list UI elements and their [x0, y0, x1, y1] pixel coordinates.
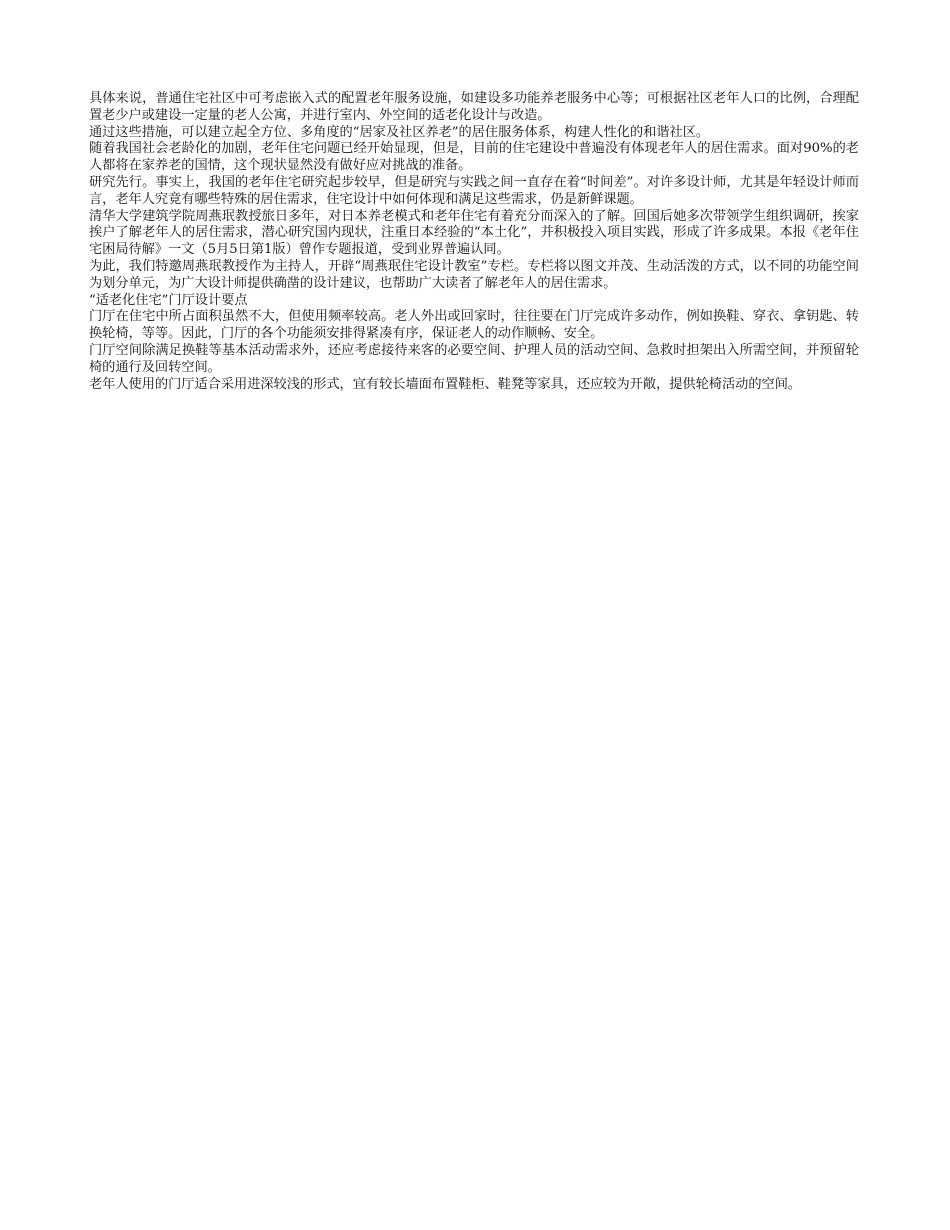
paragraph-column-intro: 为此，我们特邀周燕珉教授作为主持人，开辟“周燕珉住宅设计教室”专栏。专栏将以图文并茂、生动活泼的方式，以不同的功能空间为划分单元，为广大设计师提供确凿的设计建议，也帮助广大读者了解老年人的居住需求。 — [89, 258, 859, 291]
paragraph-foyer-form: 老年人使用的门厅适合采用进深较浅的形式，宜有较长墙面布置鞋柜、鞋凳等家具，还应较为开敞，提供轮椅活动的空间。 — [89, 376, 802, 392]
article-body — [89, 91, 859, 393]
paragraph-foyer-usage: 门厅在住宅中所占面积虽然不大，但使用频率较高。老人外出或回家时，往往要在门厅完成许多动作，例如换鞋、穿衣、拿钥匙、转换轮椅，等等。因此，门厅的各个功能须安排得紧凑有序，保证老人的动作顺畅、安全。 — [89, 309, 859, 342]
section-heading: “适老化住宅”门厅设计要点 — [89, 292, 248, 308]
paragraph-research-first: 研究先行。事实上，我国的老年住宅研究起步较早，但是研究与实践之间一直存在着“时间差”。对许多设计师，尤其是年轻设计师而言，老年人究竟有哪些特殊的居住需求，住宅设计中如何体现和满足这些需求，仍是新鲜课题。 — [89, 174, 859, 207]
paragraph-community-facilities: 具体来说，普通住宅社区中可考虑嵌入式的配置老年服务设施，如建设多功能养老服务中心等；可根据社区老年人口的比例，合理配置老少户或建设一定量的老人公寓，并进行室内、外空间的适老化设计与改造。 — [89, 91, 859, 123]
paragraph-aging-society: 随着我国社会老龄化的加剧，老年住宅问题已经开始显现，但是，目前的住宅建设中普遍没有体现老年人的居住需求。面对90%的老人都将在家养老的国情，这个现状显然没有做好应对挑战的准备。 — [89, 141, 859, 174]
paragraph-foyer-space: 门厅空间除满足换鞋等基本活动需求外，还应考虑接待来客的必要空间、护理人员的活动空间、急救时担架出入所需空间，并预留轮椅的通行及回转空间。 — [89, 342, 859, 375]
paragraph-service-system: 通过这些措施，可以建立起全方位、多角度的“居家及社区养老”的居住服务体系，构建人性化的和谐社区。 — [89, 124, 710, 140]
paragraph-professor-background: 清华大学建筑学院周燕珉教授旅日多年，对日本养老模式和老年住宅有着充分而深入的了解。回国后她多次带领学生组织调研，挨家挨户了解老年人的居住需求，潜心研究国内现状，注重日本经验的“本土化”，并积极投入项目实践，形成了许多成果。本报《老年住宅困局待解》一文（5月5日第1版）曾作专题报道，受到业界普遍认同。 — [89, 208, 859, 258]
